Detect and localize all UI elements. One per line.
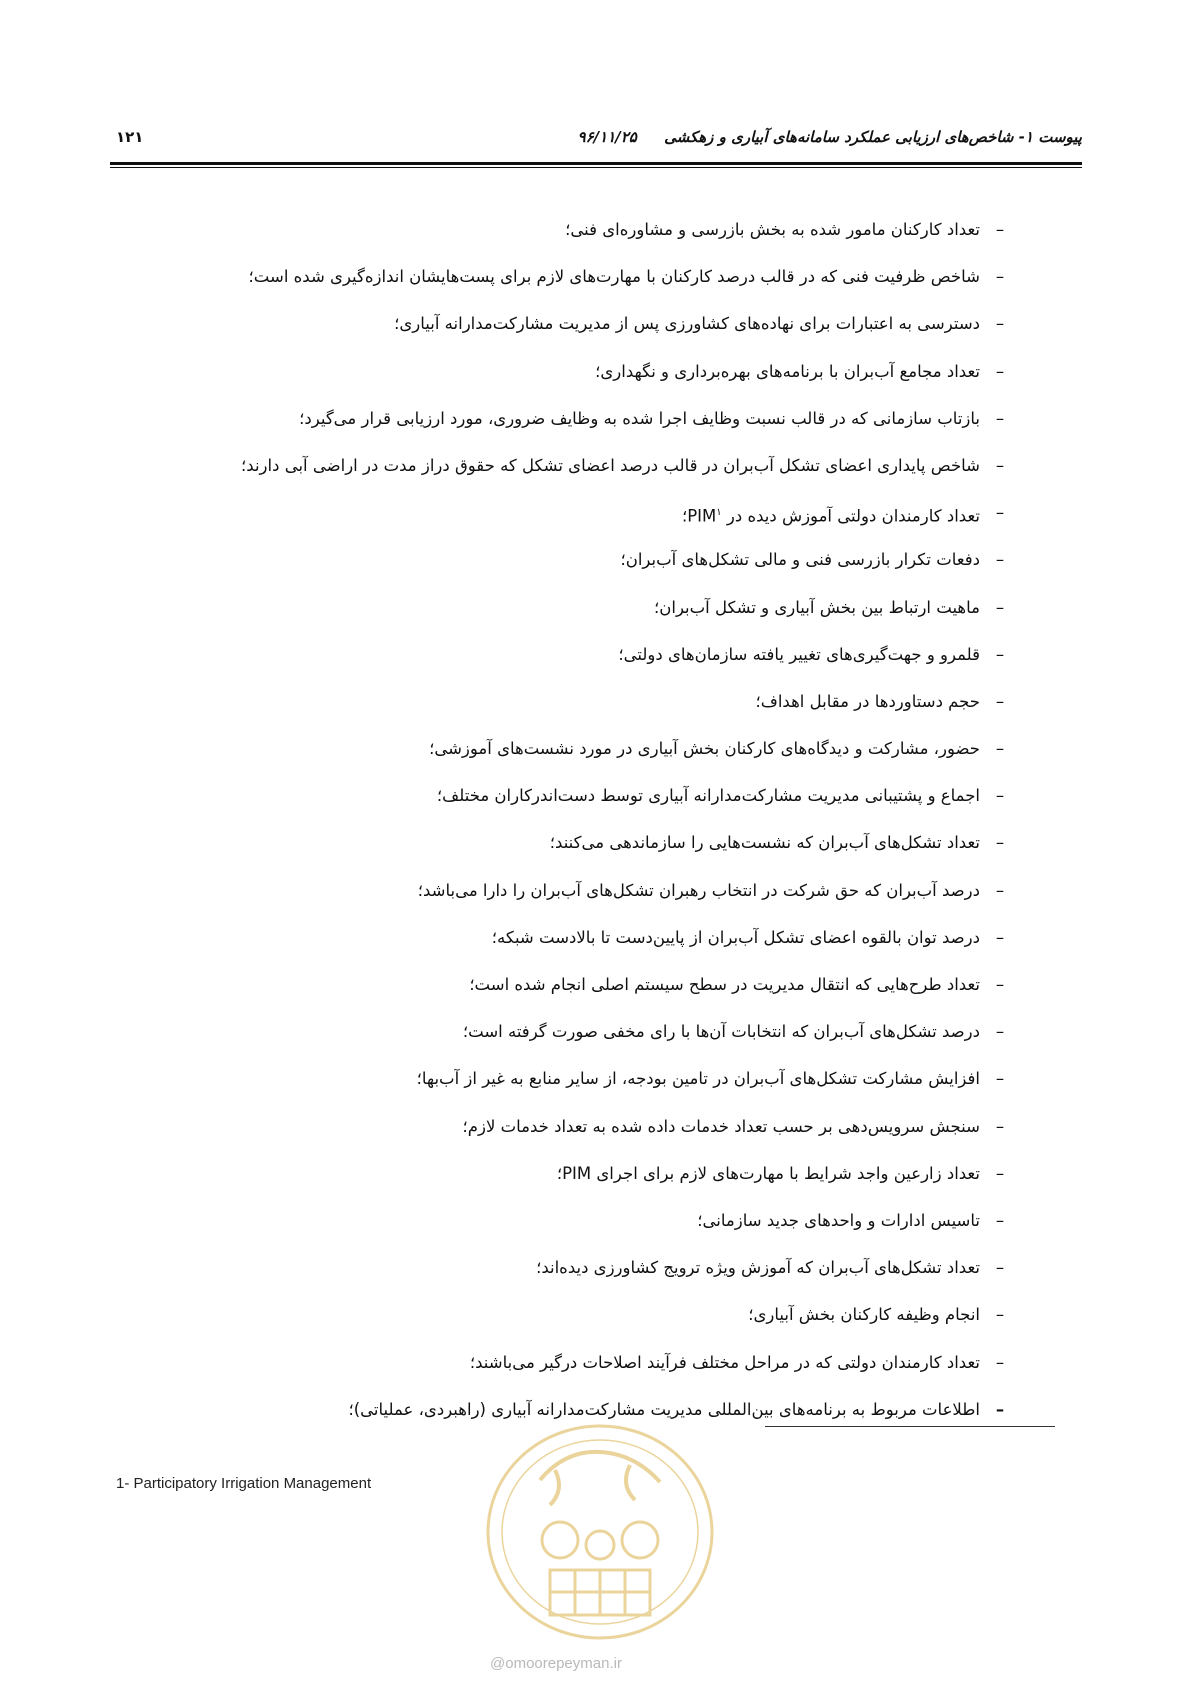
list-item-text [463,1022,980,1042]
list-item-main-text: بازتاب سازمانی که در قالب نسبت وظایف اجرا شده به وظایف ضروری، مورد ارزیابی قرار می‌گیرد؛ [299,408,980,428]
list-item-text [417,1069,980,1089]
list-item-main-text: افزایش مشارکت تشکل‌های آب‌بران در تامین بودجه، از سایر منابع به غیر از آب‌بها؛ [416,1069,980,1089]
list-item-main-text: دسترسی به اعتبارات برای نهاده‌های کشاورزی پس از مدیریت مشارکت‌مدارانه آبیاری؛ [394,314,980,334]
list-item-main-text: درصد توان بالقوه اعضای تشکل آب‌بران از پایین‌دست تا بالادست شبکه؛ [491,927,980,947]
list-item-text [682,503,980,527]
list-item [100,1069,1020,1116]
footnote: 1- Participatory Irrigation Management [116,1475,372,1492]
list-item [100,1353,1020,1400]
list-item-main-text: ماهیت ارتباط بین بخش آبیاری و تشکل آب‌بران؛ [654,597,980,617]
list-item-main-text: حجم دستاوردها در مقابل اهداف؛ [755,691,980,711]
list-item [100,220,1020,267]
list-item-text [565,220,980,240]
list-item [100,1117,1020,1164]
indicator-list [100,220,1020,1447]
bullet-dash: – [995,1305,1005,1325]
list-item [100,739,1020,786]
bullet-dash: – [995,1352,1005,1372]
list-item [100,786,1020,833]
bullet-dash: – [995,408,1005,428]
list-item [100,598,1020,645]
bullet-dash: – [995,975,1005,994]
bullet-dash: – [995,1116,1005,1136]
watermark-seal-icon [480,1420,720,1645]
list-item [100,645,1020,692]
bullet-dash: – [995,503,1005,523]
list-item [100,456,1020,503]
bullet-dash: – [995,1399,1005,1419]
list-item-main-text: تعداد طرح‌هایی که انتقال مدیریت در سطح سیستم اصلی انجام شده است؛ [469,975,980,994]
list-item-text [557,1164,980,1184]
list-item-main-text: اطلاعات مربوط به برنامه‌های بین‌المللی مدیریت مشارکت‌مدارانه آبیاری (راهبردی، عملیاتی)؛ [348,1399,980,1419]
list-item-main-text: تعداد مجامع آب‌بران با برنامه‌های بهره‌برداری و نگهداری؛ [595,361,980,381]
list-item-text [618,645,980,665]
list-item [100,833,1020,880]
header-rule-thin [110,167,1082,168]
list-item-main-text: تعداد تشکل‌های آب‌بران که نشست‌هایی را سازماندهی می‌کنند؛ [549,833,980,853]
list-item-text [620,550,980,570]
bullet-dash: – [995,550,1005,570]
list-item-text [697,1211,980,1231]
list-item-main-text: شاخص پایداری اعضای تشکل آب‌بران در قالب درصد اعضای تشکل که حقوق دراز مدت در اراضی آبی دارند؛ [241,455,980,475]
list-item-text [437,786,980,806]
list-item-main-text: تعداد کارمندان دولتی که در مراحل مختلف فرآیند اصلاحات درگیر می‌باشند؛ [469,1352,980,1372]
list-item [100,881,1020,928]
bullet-dash: – [995,267,1005,287]
header-date: ۹۶/۱۱/۲۵ [577,128,637,146]
list-item-text [756,692,981,712]
bullet-dash: – [995,644,1005,664]
bullet-dash: – [995,786,1005,806]
bullet-dash: – [995,1258,1005,1278]
list-item-text [654,598,980,618]
page-number: ۱۲۱ [116,128,144,146]
list-item [100,409,1020,456]
running-header [110,128,1082,160]
bullet-dash: – [995,314,1005,334]
list-item-main-text: سنجش سرویس‌دهی بر حسب تعداد خدمات داده شده به تعداد خدمات لازم؛ [462,1116,980,1136]
list-item [100,1022,1020,1069]
list-item-text [348,1400,980,1420]
bullet-dash: – [995,1210,1005,1230]
bullet-dash: – [995,220,1005,239]
list-item-text [550,833,980,853]
list-item [100,928,1020,975]
list-item [100,503,1020,550]
list-item [100,550,1020,597]
bullet-dash: – [995,833,1005,853]
list-item [100,975,1020,1022]
list-item-main-text: تاسیس ادارات و واحدهای جدید سازمانی؛ [697,1210,980,1230]
list-item-main-text: تعداد زارعین واجد شرایط با مهارت‌های لازم برای اجرای PIM؛ [556,1163,980,1183]
list-item-text [595,362,980,382]
list-item-main-text: قلمرو و جهت‌گیری‌های تغییر یافته سازمان‌های دولتی؛ [618,644,980,664]
list-item-main-text: انجام وظیفه کارکنان بخش آبیاری؛ [748,1305,980,1325]
list-item [100,362,1020,409]
list-item-main-text: تعداد تشکل‌های آب‌بران که آموزش ویژه ترویج کشاورزی دیده‌اند؛ [536,1258,980,1278]
list-item [100,692,1020,739]
header-rule-thick [110,162,1082,165]
bullet-dash: – [995,1163,1005,1183]
list-item-text [470,1353,980,1373]
list-item-suffix: ؛ [681,506,688,526]
watermark-url: @omoorepeyman.ir [490,1655,622,1672]
list-item-main-text: تعداد کارمندان دولتی آموزش دیده در PIM [687,506,980,526]
list-item-text [536,1258,980,1278]
bullet-dash: – [995,361,1005,381]
list-item [100,1164,1020,1211]
list-item-text [469,975,980,995]
list-item-main-text: دفعات تکرار بازرسی فنی و مالی تشکل‌های آب‌بران؛ [620,550,980,570]
bullet-dash: – [995,597,1005,617]
bullet-dash: – [995,739,1005,759]
footnote-marker: ۱ [716,507,722,519]
list-item [100,1211,1020,1258]
list-item-text [429,739,980,759]
bullet-dash: – [995,927,1005,947]
list-item-main-text: شاخص ظرفیت فنی که در قالب درصد کارکنان با مهارت‌های لازم برای پست‌هایشان اندازه‌گیری شده است؛ [248,267,980,287]
list-item-text [241,456,980,476]
header-title [578,128,1082,146]
list-item-text [299,409,980,429]
list-item [100,1258,1020,1305]
footnote-divider [765,1426,1055,1427]
list-item-main-text: تعداد کارکنان مامور شده به بخش بازرسی و مشاوره‌ای فنی؛ [565,220,980,239]
bullet-dash: – [995,880,1005,900]
list-item-text [748,1305,980,1325]
list-item-text [463,1117,980,1137]
list-item [100,1305,1020,1352]
list-item-main-text: درصد تشکل‌های آب‌بران که انتخابات آن‌ها با رای مخفی صورت گرفته است؛ [462,1022,980,1042]
bullet-dash: – [995,691,1005,711]
bullet-dash: – [995,1022,1005,1042]
list-item [100,267,1020,314]
bullet-dash: – [995,1069,1005,1089]
list-item-text [394,314,980,334]
list-item-main-text: حضور، مشارکت و دیدگاه‌های کارکنان بخش آبیاری در مورد نشست‌های آموزشی؛ [429,739,980,759]
list-item-main-text: اجماع و پشتیبانی مدیریت مشارکت‌مدارانه آبیاری توسط دست‌اندرکاران مختلف؛ [436,786,980,806]
list-item-text [249,267,980,287]
list-item-text [418,881,980,901]
header-title-text: پیوست ۱- شاخص‌های ارزیابی عملکرد سامانه‌های آبیاری و زهکشی [664,128,1082,146]
list-item [100,314,1020,361]
bullet-dash: – [995,455,1005,475]
list-item-main-text: درصد آب‌بران که حق شرکت در انتخاب رهبران تشکل‌های آب‌بران را دارا می‌باشد؛ [417,880,980,900]
list-item-text [492,928,980,948]
